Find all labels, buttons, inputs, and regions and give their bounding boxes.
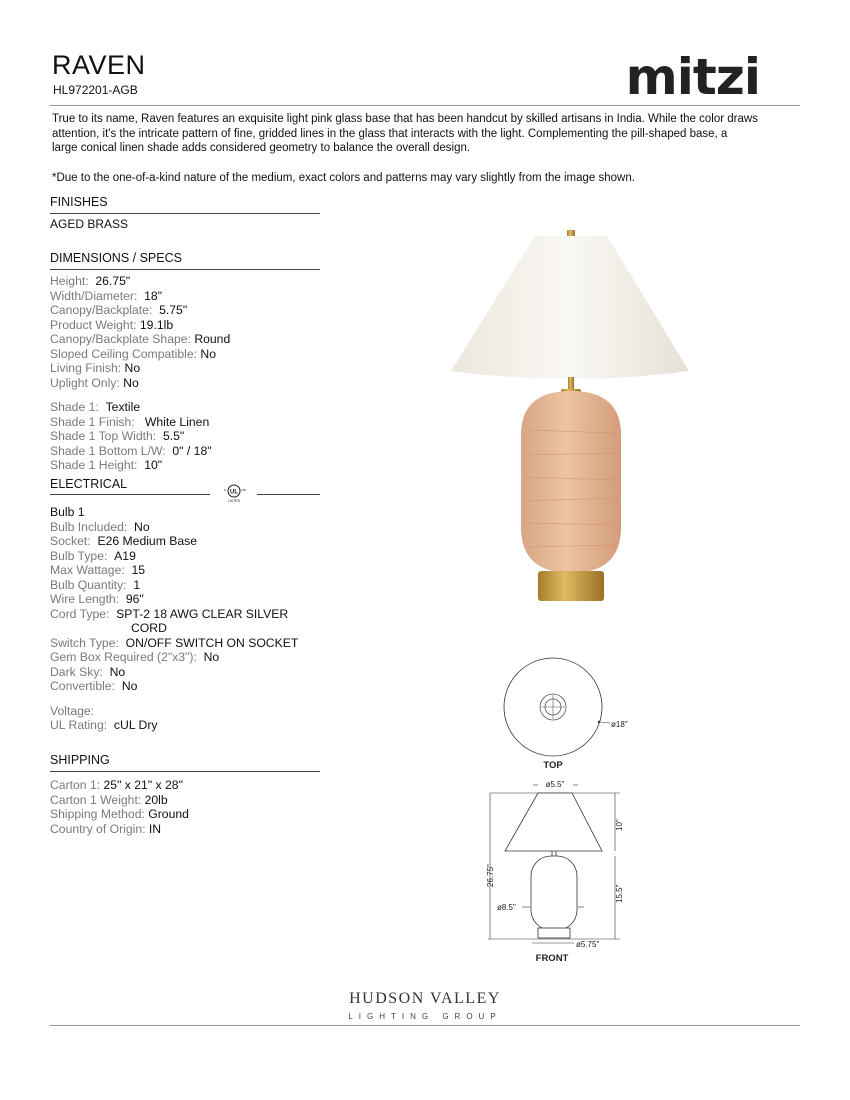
front-shade	[505, 793, 602, 851]
spec-label: Cord Type:	[50, 606, 110, 621]
spec-label: Shade 1 Height:	[50, 458, 138, 472]
spec-row	[50, 347, 230, 362]
shipping-heading: SHIPPING	[50, 753, 320, 772]
spec-label: Shipping Method:	[50, 807, 145, 821]
spec-value: CORD	[131, 621, 167, 635]
spec-value: 19.1lb	[139, 317, 174, 332]
description-line: True to its name, Raven features an exquisite light pink glass base that has been handcut by skilled artisans in India. While the color draws	[52, 113, 758, 125]
spec-row	[50, 807, 189, 822]
spec-label: Width/Diameter:	[50, 288, 138, 303]
spec-value: No	[109, 664, 126, 679]
brass-base	[538, 571, 604, 601]
shade-top-diameter-label: ø5.5"	[545, 780, 565, 789]
svg-text:UL: UL	[230, 489, 238, 496]
electrical-divider	[50, 494, 210, 495]
product-description	[52, 112, 804, 156]
spec-value: Round	[194, 332, 231, 346]
spec-row	[50, 778, 189, 793]
spec-value: 5.75"	[159, 303, 188, 317]
electrical-divider	[257, 494, 320, 495]
spec-label: Socket:	[50, 534, 91, 548]
spec-value: 25" x 21" x 28"	[103, 778, 183, 792]
spec-row	[50, 444, 230, 459]
spec-value: 26.75"	[95, 274, 131, 288]
product-title: RAVEN	[52, 50, 146, 80]
spec-label: Switch Type:	[50, 635, 119, 650]
spec-row	[50, 592, 298, 607]
spec-row	[50, 361, 230, 376]
spec-label: Shade 1 Bottom L/W:	[50, 443, 166, 458]
spec-value: 0" / 18"	[172, 443, 212, 458]
spec-row	[50, 793, 189, 808]
hudson-valley-logo	[0, 990, 850, 1021]
spec-value: SPT-2 18 AWG CLEAR SILVER	[116, 606, 289, 621]
description-line: attention, it's the intricate pattern of fine, gridded lines in the glass that interacts with the light. Complementing the pill-shaped base, a	[52, 127, 728, 140]
finishes-heading: FINISHES	[50, 195, 320, 214]
spec-row	[50, 376, 230, 391]
dimension-drawings	[470, 655, 650, 970]
spec-value: E26 Medium Base	[97, 534, 198, 548]
spec-label: Shade 1:	[50, 400, 99, 414]
spec-row	[50, 822, 189, 837]
spec-label: Max Wattage:	[50, 563, 125, 577]
spec-row	[50, 289, 230, 304]
ul-listed-label: LISTED	[227, 499, 241, 503]
spec-label: Living Finish:	[50, 361, 122, 375]
spec-label: Sloped Ceiling Compatible:	[50, 346, 198, 361]
logo-line-2: LIGHTING GROUP	[348, 1012, 502, 1021]
svg-text:us: us	[241, 487, 246, 492]
top-diameter-label: ø18"	[611, 720, 628, 729]
ul-listed-icon	[221, 483, 247, 503]
spec-label: Product Weight:	[50, 317, 137, 332]
spec-label: Gem Box Required (2"x3"):	[50, 650, 197, 664]
base-diameter-label: ø8.5"	[497, 903, 516, 912]
spec-row	[50, 718, 298, 733]
foot-diameter-label: ø5.75"	[576, 940, 600, 949]
base-height-label: 15.5"	[615, 884, 624, 903]
spec-value: No	[123, 375, 139, 390]
spec-label: Convertible:	[50, 679, 116, 693]
spec-value: ON/OFF SWITCH ON SOCKET	[125, 635, 299, 650]
spec-value: Textile	[105, 400, 141, 414]
spec-value: 15	[131, 563, 146, 577]
dimensions-heading: DIMENSIONS / SPECS	[50, 251, 320, 270]
spec-label: Carton 1 Weight:	[50, 792, 142, 807]
lamp-shade	[451, 236, 689, 379]
bulb-title: Bulb 1	[50, 505, 85, 519]
spec-row	[50, 429, 230, 444]
dimensions-specs	[50, 274, 230, 473]
spec-row	[50, 679, 298, 694]
spec-value: IN	[148, 821, 162, 836]
spec-label: Carton 1:	[50, 778, 101, 792]
spec-label: UL Rating:	[50, 718, 108, 732]
spec-row	[50, 563, 298, 578]
front-body	[531, 856, 577, 930]
spec-row	[50, 534, 298, 549]
spec-label: Voltage:	[50, 703, 95, 718]
spec-label: Canopy/Backplate Shape:	[50, 332, 191, 346]
finial	[567, 230, 575, 237]
spec-value: No	[134, 519, 150, 534]
spec-row	[50, 621, 298, 636]
spec-row	[50, 303, 230, 318]
description-line: large conical linen shade adds considered geometry to balance the overall design.	[52, 142, 471, 154]
spec-value: 10"	[144, 458, 163, 472]
spec-value: No	[200, 346, 216, 361]
logo-line-1: HUDSON VALLEY	[349, 990, 501, 1007]
product-sku: HL972201-AGB	[53, 83, 138, 97]
spec-label: Bulb Included:	[50, 519, 128, 534]
spec-label: Dark Sky:	[50, 664, 103, 679]
electrical-heading: ELECTRICAL	[50, 477, 128, 491]
top-view-label: TOP	[543, 760, 563, 771]
spec-label: Shade 1 Top Width:	[50, 429, 157, 443]
spec-row	[50, 665, 298, 680]
spec-value: 20lb	[144, 792, 168, 807]
spec-row	[50, 274, 230, 289]
spec-row	[50, 520, 298, 535]
spec-value: 1	[133, 577, 141, 592]
header-divider	[50, 105, 800, 106]
spec-row	[50, 578, 298, 593]
finish-value: AGED BRASS	[50, 217, 129, 231]
spec-value: cUL Dry	[113, 718, 158, 732]
spec-label: Bulb Quantity:	[50, 577, 127, 592]
spec-row	[50, 650, 298, 665]
footer-divider	[50, 1025, 800, 1026]
spec-value: No	[121, 679, 138, 693]
variation-note: *Due to the one-of-a-kind nature of the medium, exact colors and patterns may vary slightly from the image shown.	[52, 172, 635, 184]
spec-row	[50, 400, 230, 415]
spec-value: A19	[114, 548, 136, 563]
spec-row	[50, 332, 230, 347]
spec-value: No	[203, 650, 220, 664]
shipping-specs	[50, 778, 189, 836]
spec-value: No	[124, 361, 141, 375]
shade-height-label: 10"	[615, 819, 624, 831]
spec-label: Country of Origin:	[50, 821, 146, 836]
spec-row	[50, 636, 298, 651]
spec-value: White Linen	[144, 414, 210, 429]
spec-row	[50, 458, 230, 473]
spec-label: Canopy/Backplate:	[50, 303, 153, 317]
spec-row	[50, 607, 298, 622]
front-view-label: FRONT	[535, 953, 569, 964]
spec-row	[50, 415, 230, 430]
svg-text:c: c	[224, 487, 226, 492]
brand-logo: mitzi	[625, 48, 760, 106]
total-height-label: 26.75"	[486, 864, 495, 887]
spec-value: 18"	[144, 288, 163, 303]
spec-label: Shade 1 Finish:	[50, 414, 135, 429]
spec-value: 5.5"	[162, 429, 185, 443]
spec-label: Bulb Type:	[50, 548, 108, 563]
spec-row	[50, 318, 230, 333]
electrical-heading-row	[50, 477, 320, 503]
spec-value: 96"	[125, 592, 144, 606]
spec-row	[50, 549, 298, 564]
spec-row	[50, 704, 298, 719]
spec-label: Uplight Only:	[50, 375, 120, 390]
electrical-specs	[50, 505, 298, 733]
spec-label: Wire Length:	[50, 592, 120, 606]
lamp-product-image	[440, 225, 700, 610]
spec-value: Ground	[148, 807, 189, 821]
spec-label: Height:	[50, 274, 89, 288]
